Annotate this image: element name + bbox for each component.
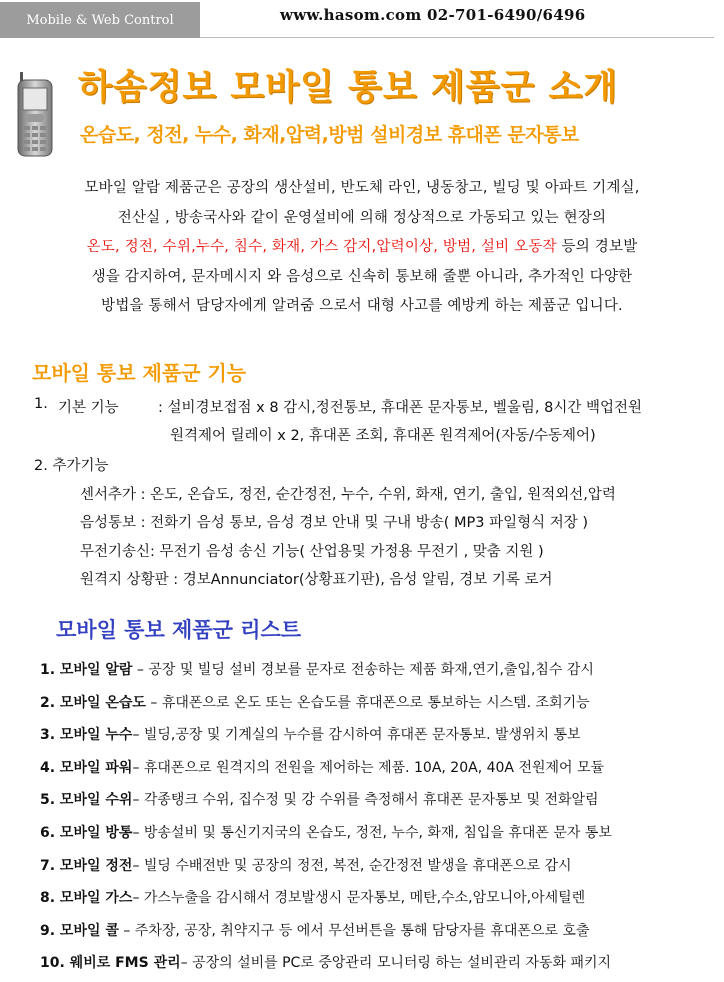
- intro-line: 전산실 , 방송국사와 같이 운영설비에 의해 정상적으로 가동되고 있는 현장의: [117, 209, 607, 226]
- product-name: 1. 모바일 알람: [40, 662, 133, 678]
- list-item: [40, 882, 724, 915]
- basic-function-label: 기본 기능: [58, 400, 119, 416]
- product-name: 10. 웨비로 FMS 관리: [40, 955, 181, 972]
- product-desc: – 각종탱크 수위, 집수정 및 강 수위를 측정해서 휴대폰 문자통보 및 전화알림: [132, 792, 599, 809]
- product-desc: – 가스누출을 감시해서 경보발생시 문자통보, 메탄,수소,암모니아,아세틸렌: [132, 890, 586, 907]
- extra-function-title: 2. 추가기능: [34, 458, 109, 474]
- list-item: [40, 654, 724, 687]
- list-item: [40, 947, 724, 980]
- product-name: 3. 모바일 누수: [40, 727, 133, 744]
- product-desc: – 빌딩 수배전반 및 공장의 정전, 복전, 순간정전 발생을 휴대폰으로 감시: [132, 857, 572, 874]
- product-list: [40, 654, 724, 980]
- wireless-transmit: 무전기송신: 무전기 음성 송신 기능( 산업용및 가정용 무전기 , 맞춤 지원 ): [80, 544, 544, 560]
- product-list-heading: 모바일 통보 제품군 리스트: [56, 618, 302, 642]
- header-divider: [200, 37, 714, 38]
- category-tag: Mobile & Web Control: [0, 2, 200, 38]
- product-desc: – 방송설비 및 통신기지국의 온습도, 정전, 누수, 화재, 침입을 휴대폰 문자 통보: [132, 824, 612, 841]
- product-desc: – 주차장, 공장, 취약지구 등 에서 무선버튼을 통해 담당자를 휴대폰으로 호출: [118, 922, 590, 939]
- alarm-types-highlight: 온도, 정전, 수위,누수, 침수, 화재, 가스 감지,압력이상, 방범, 설비 오동작: [86, 239, 557, 255]
- product-name: 4. 모바일 파워: [40, 759, 133, 776]
- remote-status-board: 원격지 상황판 : 경보Annunciator(상황표기판), 음성 알림, 경보 기록 로거: [80, 572, 553, 588]
- intro-line: [0, 233, 724, 263]
- product-desc: – 휴대폰으로 온도 또는 온습도를 휴대폰으로 통보하는 시스템. 조회기능: [145, 694, 590, 711]
- contact-info: www.hasom.com 02-701-6490/6496: [280, 6, 586, 24]
- list-item: [40, 752, 724, 785]
- intro-paragraph: [0, 174, 724, 322]
- list-item: [40, 915, 724, 948]
- product-name: 7. 모바일 정전: [40, 857, 133, 874]
- page-subtitle: 온습도, 정전, 누수, 화재,압력,방범 설비경보 휴대폰 문자통보: [80, 124, 579, 146]
- product-desc: – 공장의 설비를 PC로 중앙관리 모니터링 하는 설비관리 자동화 패키지: [180, 955, 612, 972]
- basic-function-desc-cont: 원격제어 릴레이 x 2, 휴대폰 조회, 휴대폰 원격제어(자동/수동제어): [170, 428, 596, 444]
- list-item: [40, 719, 724, 752]
- product-name: 9. 모바일 콜: [40, 922, 119, 939]
- top-bar: [0, 0, 724, 40]
- intro-line: 모바일 알람 제품군은 공장의 생산설비, 반도체 라인, 냉동창고, 빌딩 및 아파트 기계실,: [84, 180, 640, 196]
- product-desc: – 빌딩,공장 및 기계실의 누수를 감시하여 휴대폰 문자통보. 발생위치 통보: [132, 727, 581, 744]
- basic-function-desc: : 설비경보접점 x 8 감시,정전통보, 휴대폰 문자통보, 벨울림, 8시간 백업전원: [158, 400, 643, 416]
- product-name: 2. 모바일 온습도: [40, 694, 146, 711]
- list-item: [40, 687, 724, 720]
- list-item: [40, 817, 724, 850]
- list-item: [40, 850, 724, 883]
- product-name: 8. 모바일 가스: [40, 890, 133, 907]
- intro-line-rest: 등의 경보발: [556, 239, 638, 255]
- features-heading: 모바일 통보 제품군 기능: [32, 361, 247, 385]
- sensor-addon: 센서추가 : 온도, 온습도, 정전, 순간정전, 누수, 수위, 화재, 연기, 출입, 원적외선,압력: [80, 487, 616, 503]
- list-item: [40, 784, 724, 817]
- intro-line: 생을 감지하여, 문자메시지 와 음성으로 신속히 통보해 줄뿐 아니라, 추가적인 다양한: [91, 268, 633, 285]
- product-name: 6. 모바일 방통: [40, 824, 133, 841]
- voice-notice: 음성통보 : 전화기 음성 통보, 음성 경보 안내 및 구내 방송( MP3 파일형식 저장 ): [80, 515, 589, 531]
- product-desc: – 휴대폰으로 원격지의 전원을 제어하는 제품. 10A, 20A, 40A 전원제어 모듈: [132, 759, 605, 776]
- mobile-phone-icon: [16, 72, 54, 158]
- page-title: 하솜정보 모바일 통보 제품군 소개: [78, 68, 619, 108]
- basic-function-number: 1.: [34, 396, 48, 412]
- product-name: 5. 모바일 수위: [40, 792, 133, 809]
- intro-line: 방법을 통해서 담당자에게 알려줌 으로서 대형 사고를 예방케 하는 제품군 입니다.: [101, 298, 623, 314]
- product-desc: – 공장 및 빌딩 설비 경보를 문자로 전송하는 제품 화재,연기,출입,침수 감시: [132, 662, 594, 678]
